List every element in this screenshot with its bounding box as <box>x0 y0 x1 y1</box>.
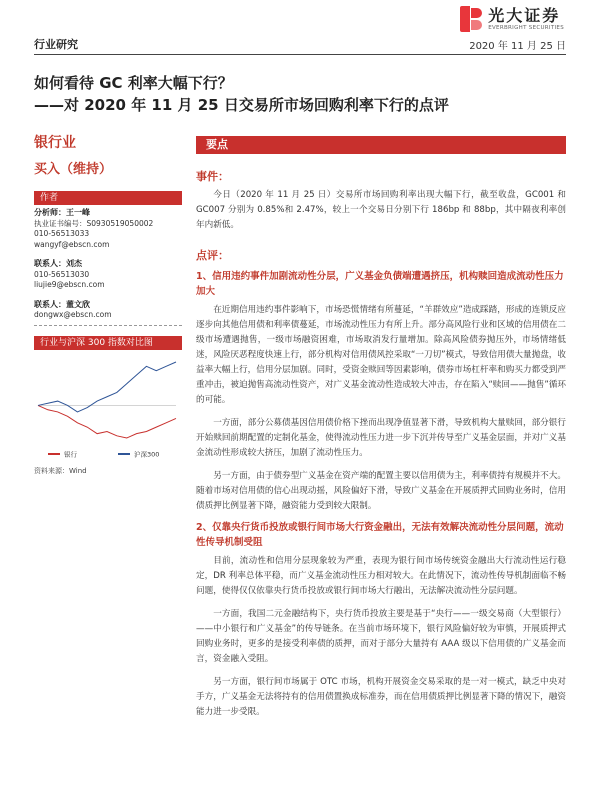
event-heading: 事件： <box>196 170 229 183</box>
person-line: 010-56513033 <box>34 229 90 238</box>
author-section-header: 作者 <box>34 191 182 205</box>
contact-divider <box>34 325 182 326</box>
person-name: 联系人：刘杰 <box>34 259 82 268</box>
key-points-header: 要点 <box>196 136 566 154</box>
person-email[interactable]: wangyf@ebscn.com <box>34 239 110 249</box>
logo-mark-icon <box>460 6 482 32</box>
person-email[interactable]: dongwx@ebscn.com <box>34 310 112 319</box>
analyst-contact <box>34 208 182 250</box>
body-paragraph: 另一方面，银行间市场属于 OTC 市场，机构开展资金交易采取的是一对一模式，缺乏中央对手方，广义基金无法将持有的信用债置换成标准券，而在信用债质押比例显著下降的情况下，融资能力进一步受限。 <box>196 677 566 717</box>
person-name: 联系人：董文欣 <box>34 299 90 309</box>
event-paragraph: 今日（2020 年 11 月 25 日）交易所市场回购利率出现大幅下行，截至收盘，GC001 和 GC007 分别为 0.85%和 2.47%，较上一个交易日分别下行 186bp 和 88bp，其中隔夜利率创年内新低。 <box>196 190 566 230</box>
person-email[interactable]: liujie9@ebscn.com <box>34 280 105 289</box>
brand-name-en: EVERBRIGHT SECURITIES <box>488 24 564 31</box>
chart-section-header: 行业与沪深 300 指数对比图 <box>34 336 182 350</box>
industry-label: 银行业 <box>34 135 76 151</box>
body-paragraph: 一方面，我国二元金融结构下，央行货币投放主要是基于“央行——一级交易商（大型银行）——中小银行和广义基金”的传导链条。在当前市场环境下，银行风险偏好较为审慎，开展质押式回购业务时，更多的是接受利率债的质押，而对于部分大量持有 AAA 级以下信用债的广义基金而言，资金融入受阻。 <box>196 609 566 664</box>
header-bar <box>34 36 566 52</box>
report-date: 2020 年 11 月 25 日 <box>469 40 566 52</box>
sidebar <box>34 132 182 476</box>
contact-person <box>34 259 182 291</box>
contact-person <box>34 300 182 321</box>
body-paragraph: 另一方面，由于债券型广义基金在资产端的配置主要以信用债为主，利率债持有规模并不大。随着市场对信用债的信心出现动摇，风险偏好下滑，导致广义基金在开展质押式回购业务时，信用债质押比例显著下降，融资能力受到较大限制。 <box>196 471 566 511</box>
report-category: 行业研究 <box>34 38 78 51</box>
body-paragraph: 目前，流动性和信用分层现象较为严重，表现为银行间市场传统资金融出大行流动性运行稳定，DR 利率总体平稳，而广义基金流动性压力相对较大。在此情况下，流动性传导机制面临不畅问题，使得仅仅依靠央行货币投放或银行间市场大行融出，无法解决流动性分层问题。 <box>196 556 566 596</box>
point1-heading: 1、信用违约事件加剧流动性分层，广义基金负债端遭遇挤压，机构赎回造成流动性压力加大 <box>196 271 564 297</box>
chart-legend-label: 银行 <box>64 450 77 458</box>
rating-label: 买入（维持） <box>34 162 113 177</box>
comment-heading: 点评： <box>196 249 229 262</box>
person-line: 执业证书编号：S0930519050002 <box>34 218 154 228</box>
chart-source: 资料来源：Wind <box>34 466 87 475</box>
person-name: 分析师：王一峰 <box>34 208 90 217</box>
chart-svg <box>34 354 182 464</box>
header-divider <box>34 54 566 55</box>
report-subtitle: ——对 2020 年 11 月 25 日交易所市场回购利率下行的点评 <box>34 96 449 114</box>
body-paragraph: 一方面，部分公募债基因信用债价格下挫而出现净值显著下滑，导致机构大量赎回，部分银行开始赎回前期配置的定制化基金，使得流动性压力进一步下沉并传导至广义基金层面，并对广义基金流动性形成较大挤压，加剧了流动性压力。 <box>196 418 566 458</box>
report-title: 如何看待 GC 利率大幅下行？ <box>34 74 233 92</box>
main-content <box>196 136 566 720</box>
point2-heading: 2、仅靠央行货币投放或银行间市场大行资金融出，无法有效解决流动性分层问题，流动性传导机制受阻 <box>196 522 564 548</box>
index-comparison-chart <box>34 354 182 464</box>
chart-series-line-1 <box>38 362 176 412</box>
chart-legend-label: 沪深300 <box>134 450 160 458</box>
brand-logo <box>460 6 564 32</box>
brand-name-cn: 光大证券 <box>488 5 561 25</box>
person-line: 010-56513030 <box>34 269 90 279</box>
chart-series-line-0 <box>38 405 176 438</box>
body-paragraph: 在近期信用违约事件影响下，市场恐慌情绪有所蔓延，“羊群效应”造成踩踏，形成的连锁反应逐步向其他信用债和利率债蔓延，市场流动性压力有所上升。部分高风险行业和区域的信用债在二级市场遭遇抛售，一级市场融资困难，市场取消发行量增加。除高风险债券抛压外，市场情绪低迷，风险厌恶程度快速上行，部分机构对信用债风控采取“一刀切”模式，导致信用债大量抛盘，收益率大幅上行，信用分层加剧。同时，受资金赎回等因素影响，债券市场杠杆率和购买力都受到严重冲击，被迫抛售高流动性资产，对广义基金流动性造成较大冲击，存在陷入“赎回——抛售”循环的可能。 <box>196 305 566 405</box>
